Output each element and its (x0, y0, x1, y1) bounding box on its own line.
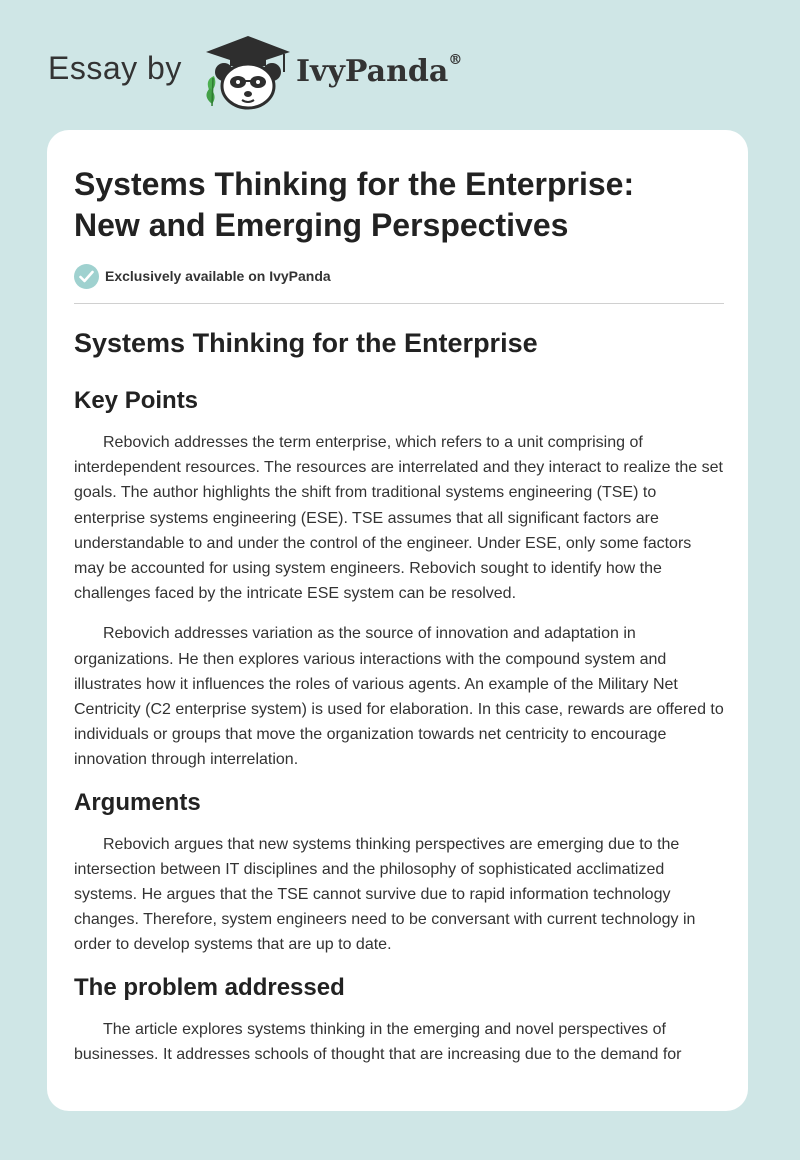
section-heading: Systems Thinking for the Enterprise (74, 328, 538, 358)
essay-card (47, 130, 748, 1111)
panda-logo-icon[interactable] (200, 32, 296, 112)
brand-text: IvyPanda (296, 54, 449, 89)
registered-mark: ® (448, 52, 463, 68)
divider (74, 303, 724, 304)
paragraph: Rebovich addresses variation as the source of innovation and adaptation in organizations. He then explores various interactions with the compound system and illustrates how it influences the roles of various agents. An example of the Military Net Centricity (C2 enterprise system) is used for elaboration. In this case, rewards are offered to individuals or groups that move the organization towards net centricity to encourage innovation through interrelation. (74, 625, 724, 769)
title-line-1: Systems Thinking for the Enterprise: (74, 166, 635, 202)
exclusive-label: Exclusively available on IvyPanda (105, 268, 331, 284)
paragraph: Rebovich addresses the term enterprise, which refers to a unit comprising of interdependent resources. The resources are interrelated and they interact to realize the set goals. The author highlights the shift from traditional systems engineering (TSE) to enterprise systems engineering (ESE). TSE assumes that all significant factors are understandable to and under the control of the engineer. Under ESE, only some factors may be accounted for using system engineers. Rebovich sought to identify how the challenges faced by the intricate ESE system can be resolved. (74, 434, 723, 603)
paragraph: Rebovich argues that new systems thinking perspectives are emerging due to the intersection between IT disciplines and the philosophy of sophisticated acclimatized systems. He argues that the TSE cannot survive due to rapid information technology changes. Therefore, system engineers need to be conversant with current technology in order to develop systems that are up to date. (74, 835, 696, 954)
subheading-key-points: Key Points (74, 387, 199, 414)
paragraph: The article explores systems thinking in the emerging and novel perspectives of businesses. It addresses schools of thought that are increasing due to the demand for (74, 1020, 682, 1063)
title-line-2: New and Emerging Perspectives (74, 207, 569, 243)
page-title (74, 164, 724, 246)
essay-by-label: Essay by (48, 50, 182, 86)
site-header (0, 0, 800, 130)
brand-name[interactable] (296, 54, 462, 89)
subheading-problem-addressed: The problem addressed (74, 973, 345, 1001)
article-body (74, 326, 724, 1082)
subheading-arguments: Arguments (74, 788, 201, 816)
check-icon (74, 264, 99, 289)
exclusive-badge (74, 263, 331, 289)
